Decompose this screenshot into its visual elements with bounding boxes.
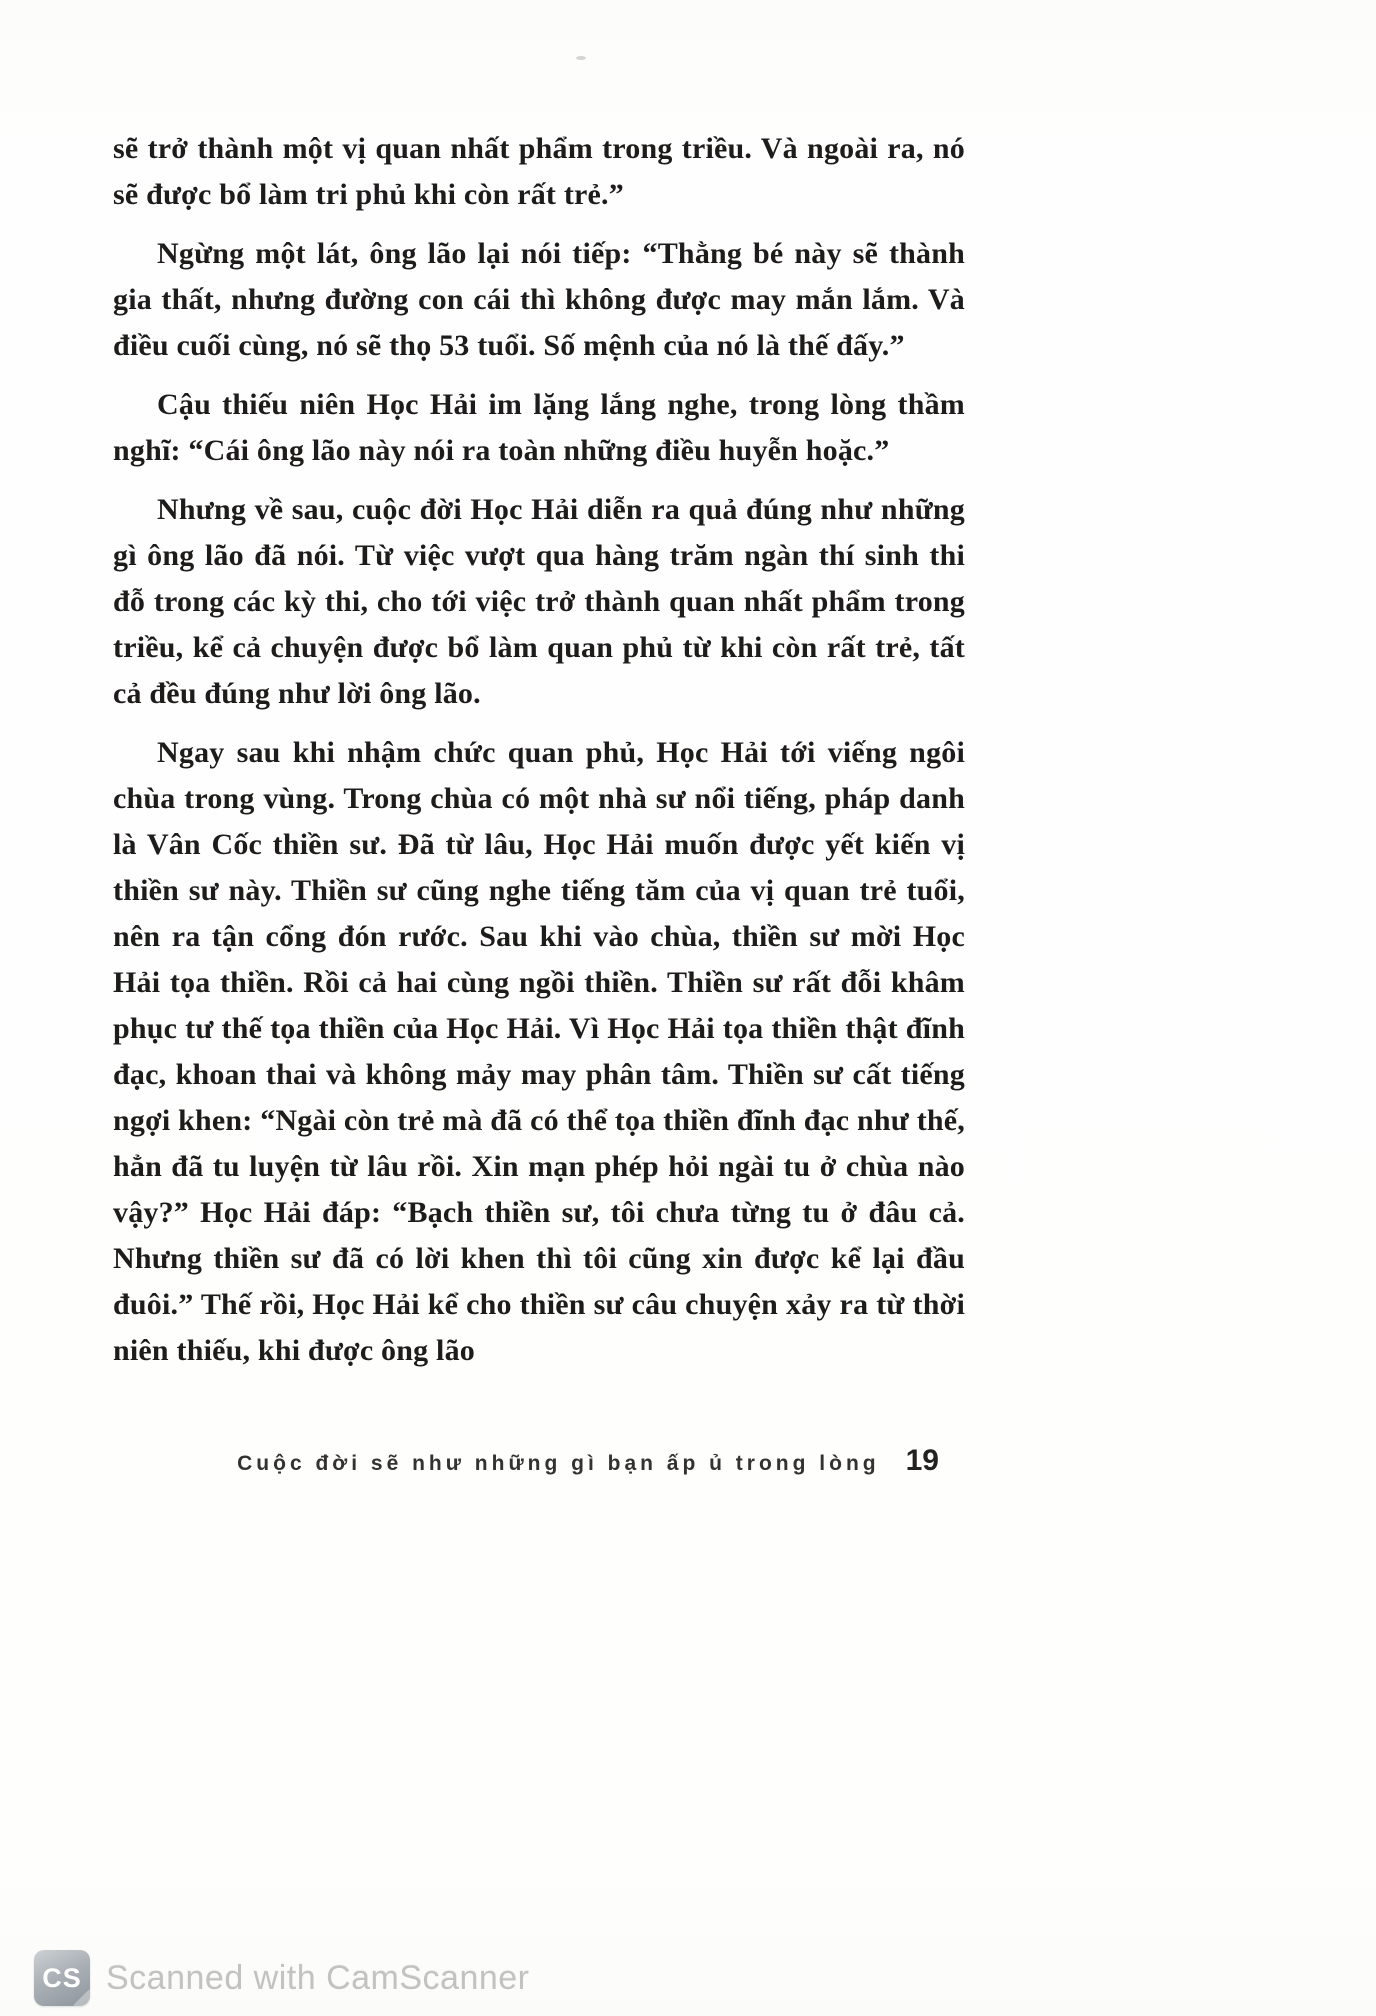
page-number: 19 <box>905 1444 939 1477</box>
paragraph: Cậu thiếu niên Học Hải im lặng lắng nghe, trong lòng thầm nghĩ: “Cái ông lão này nói ra toàn những điều huyễn hoặc.” <box>113 388 965 467</box>
paragraph: Ngay sau khi nhậm chức quan phủ, Học Hải tới viếng ngôi chùa trong vùng. Trong chùa có một nhà sư nổi tiếng, pháp danh là Vân Cốc thiền sư. Đã từ lâu, Học Hải muốn được yết kiến vị thiền sư này. Thiền sư cũng nghe tiếng tăm của vị quan trẻ tuổi, nên ra tận cổng đón rước. Sau khi vào chùa, thiền sư mời Học Hải tọa thiền. Rồi cả hai cùng ngồi thiền. Thiền sư rất đỗi khâm phục tư thế tọa thiền của Học Hải. Vì Học Hải tọa thiền thật đĩnh đạc, khoan thai và không mảy may phân tâm. Thiền sư cất tiếng ngợi khen: “Ngài còn trẻ mà đã có thể tọa thiền đĩnh đạc như thế, hẳn đã tu luyện từ lâu rồi. Xin mạn phép hỏi ngài tu ở chùa nào vậy?” Học Hải đáp: “Bạch thiền sư, tôi chưa từng tu ở đâu cả. Nhưng thiền sư đã có lời khen thì tôi cũng xin được kể lại đầu đuôi.” Thế rồi, Học Hải kể cho thiền sư câu chuyện xảy ra từ thời niên thiếu, khi được ông lão <box>113 736 965 1367</box>
camscanner-watermark <box>34 1950 530 2006</box>
paragraph: Ngừng một lát, ông lão lại nói tiếp: “Thằng bé này sẽ thành gia thất, nhưng đường con cái thì không được may mắn lắm. Và điều cuối cùng, nó sẽ thọ 53 tuổi. Số mệnh của nó là thế đấy.” <box>113 237 965 362</box>
paragraph: Nhưng về sau, cuộc đời Học Hải diễn ra quả đúng như những gì ông lão đã nói. Từ việc vượt qua hàng trăm ngàn thí sinh thi đỗ trong các kỳ thi, cho tới việc trở thành quan nhất phẩm trong triều, kể cả chuyện được bổ làm quan phủ từ khi còn rất trẻ, tất cả đều đúng như lời ông lão. <box>113 493 965 710</box>
camscanner-logo-icon <box>34 1950 90 2006</box>
camscanner-watermark-text: Scanned with CamScanner <box>106 1958 530 1997</box>
running-footer-title: Cuộc đời sẽ như những gì bạn ấp ủ trong lòng <box>237 1452 880 1475</box>
paragraph-continuation: sẽ trở thành một vị quan nhất phẩm trong triều. Và ngoài ra, nó sẽ được bổ làm tri phủ khi còn rất trẻ.” <box>113 132 965 211</box>
page-text-block <box>113 126 965 1387</box>
camscanner-logo-text: CS <box>42 1962 82 1993</box>
page-footer <box>113 1444 965 1478</box>
scan-artifact-speck <box>576 56 586 60</box>
